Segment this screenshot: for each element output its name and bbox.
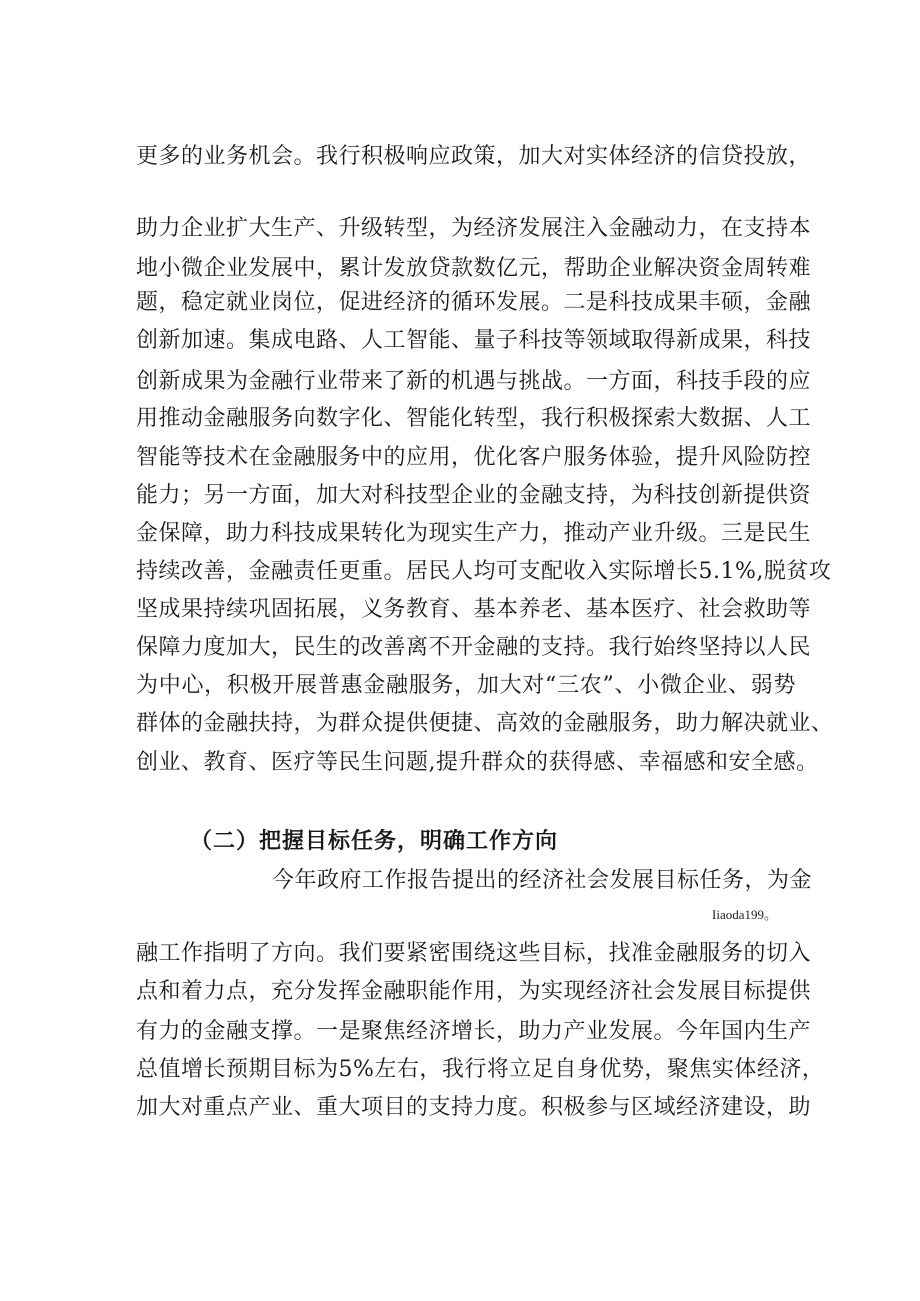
section-heading: （二）把握目标任务，明确工作方向 [190,829,559,854]
paragraph-1-line-8: 智能等技术在金融服务中的应用，优化客户服务体验，提升风险防控 [136,445,812,470]
paragraph-1-line-15: 群体的金融扶持，为群众提供便捷、高效的金融服务，助力解决就业、 [136,711,834,736]
paragraph-1-line-12: 坚成果持续巩固拓展，义务教育、基本养老、基本医疗、社会救助等 [136,597,812,622]
paragraph-1-line-10: 金保障，助力科技成果转化为现实生产力，推动产业升级。三是民生 [136,521,812,546]
paragraph-2-line-6: 加大对重点产业、重大项目的支持力度。积极参与区域经济建设，助 [136,1095,812,1120]
paragraph-1-line-7: 用推动金融服务向数字化、智能化转型，我行积极探索大数据、人工 [136,406,812,431]
paragraph-1-line-13: 保障力度加大，民生的改善离不开金融的支持。我行始终坚持以人民 [136,635,812,660]
paragraph-1-line-9: 能力；另一方面，加大对科技型企业的金融支持，为科技创新提供资 [136,483,812,508]
paragraph-1-line-2: 助力企业扩大生产、升级转型，为经济发展注入金融动力，在支持本 [136,216,812,241]
paragraph-1-line-1: 更多的业务机会。我行积极响应政策，加大对实体经济的信贷投放， [136,144,812,169]
paragraph-1-line-11: 持续改善，金融责任更重。居民人均可支配收入实际增长5.1%,脱贫攻 [136,559,832,584]
watermark-text: Iiaoda199。 [712,907,777,922]
paragraph-2-line-3: 点和着力点，充分发挥金融职能作用，为实现经济社会发展目标提供 [136,979,812,1004]
paragraph-1-line-16: 创业、教育、医疗等民生问题,提升群众的获得感、幸福感和安全感。 [136,750,819,775]
paragraph-1-line-6: 创新成果为金融行业带来了新的机遇与挑战。一方面，科技手段的应 [136,369,812,394]
paragraph-2-line-5: 总值增长预期目标为5%左右，我行将立足自身优势，聚焦实体经济， [136,1057,825,1082]
paragraph-2-line-4: 有力的金融支撑。一是聚焦经济增长，助力产业发展。今年国内生产 [136,1019,812,1044]
paragraph-1-line-4: 题，稳定就业岗位，促进经济的循环发展。二是科技成果丰硕，金融 [136,290,812,315]
paragraph-2-line-2: 融工作指明了方向。我们要紧密围绕这些目标，找准金融服务的切入 [136,941,812,966]
paragraph-1-line-14: 为中心，积极开展普惠金融服务，加大对“三农”、小微企业、弱势 [136,673,796,698]
paragraph-1-line-5: 创新加速。集成电路、人工智能、量子科技等领域取得新成果，科技 [136,328,812,353]
paragraph-2-first-line: 今年政府工作报告提出的经济社会发展目标任务，为金 [272,868,813,893]
paragraph-1-line-3: 地小微企业发展中，累计发放贷款数亿元，帮助企业解决资金周转难 [136,256,812,281]
